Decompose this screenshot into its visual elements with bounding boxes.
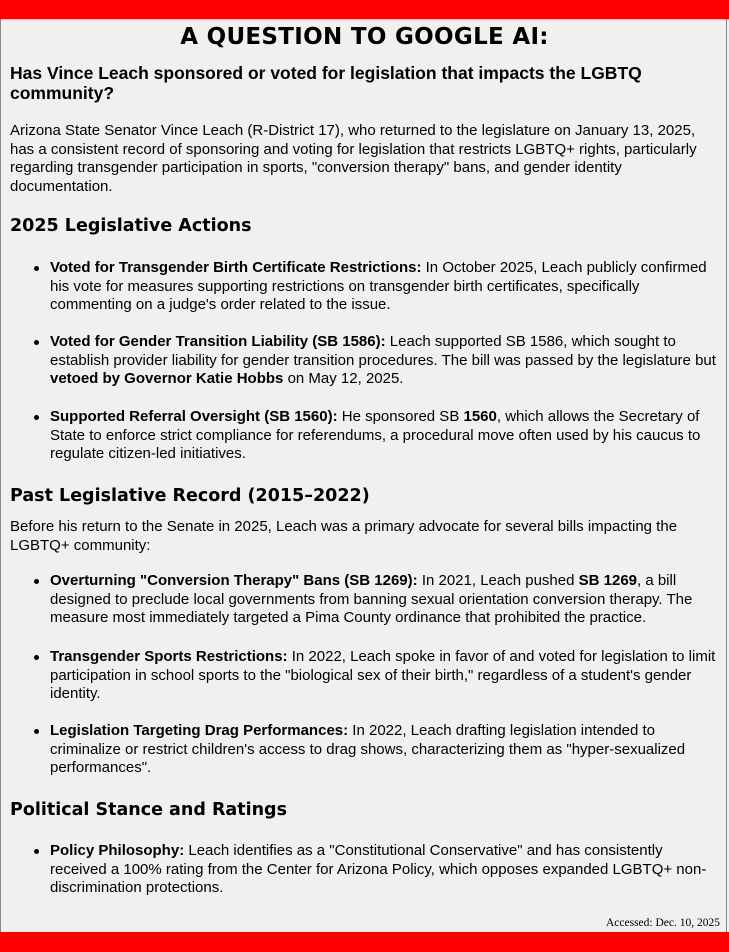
item-text: In 2022, Leach spoke in favor of and voted for legislation to limit participation in school sports to the "biological sex of their birth," regardless of a student's gender identity. (50, 648, 716, 702)
item-title: Legislation Targeting Drag Performances: (50, 722, 349, 739)
item-emphasis: 1560 (463, 408, 497, 425)
list-item (50, 572, 722, 628)
bullet-icon (34, 849, 39, 854)
item-title: Policy Philosophy: (50, 842, 185, 859)
item-text: , which allows the Secretary of State to enforce strict compliance for referendums, a procedural move often used by his caucus to regulate citizen-led initiatives. (50, 408, 701, 462)
list-item (50, 408, 722, 464)
list-item (50, 333, 722, 389)
section-heading-stance: Political Stance and Ratings (10, 800, 287, 820)
item-title: Transgender Sports Restrictions: (50, 648, 288, 665)
question-heading: Has Vince Leach sponsored or voted for legislation that impacts the LGBTQ community? (10, 63, 642, 103)
item-title: Supported Referral Oversight (SB 1560): (50, 408, 338, 425)
bullet-icon (34, 266, 39, 271)
bullet-icon (34, 340, 39, 345)
bottom-red-band (0, 932, 729, 952)
section-heading-past: Past Legislative Record (2015–2022) (10, 486, 370, 506)
bullet-icon (34, 729, 39, 734)
past-intro-paragraph: Before his return to the Senate in 2025, Leach was a primary advocate for several bills impacting the LGBTQ+ community: (10, 518, 678, 554)
list-item (50, 842, 722, 898)
item-title: Voted for Transgender Birth Certificate Restrictions: (50, 259, 422, 276)
list-item (50, 722, 722, 778)
page-banner-title: A QUESTION TO GOOGLE AI: (180, 24, 549, 50)
list-item (50, 648, 722, 704)
list-item (50, 259, 722, 315)
item-emphasis: vetoed by Governor Katie Hobbs (50, 370, 284, 387)
item-text: on May 12, 2025. (287, 370, 404, 387)
item-text: In October 2025, Leach publicly confirmed his vote for measures supporting restrictions on transgender birth certificates, specifically commenting on a judge's order related to the issue. (50, 259, 707, 313)
accessed-date: Accessed: Dec. 10, 2025 (605, 917, 720, 929)
document-page (0, 19, 727, 932)
item-text: In 2022, Leach drafting legislation intended to criminalize or restrict children's access to drag shows, characterizing them as "hyper-sexualized performances". (50, 722, 686, 776)
item-text: Leach identifies as a "Constitutional Conservative" and has consistently received a 100% rating from the Center for Arizona Policy, which opposes expanded LGBTQ+ non-discrimination protections. (50, 842, 707, 896)
bullet-icon (34, 655, 39, 660)
item-text: Leach supported SB 1586, which sought to establish provider liability for gender transition procedures. The bill was passed by the legislature but (50, 333, 716, 369)
item-title: Voted for Gender Transition Liability (SB 1586): (50, 333, 386, 350)
top-red-band (0, 0, 729, 19)
bullet-icon (34, 579, 39, 584)
item-emphasis: SB 1269 (578, 572, 637, 589)
item-text: He sponsored SB (341, 408, 460, 425)
section-heading-2025: 2025 Legislative Actions (10, 216, 252, 236)
item-text: , a bill designed to preclude local governments from banning sexual orientation conversion therapy. The measure most immediately targeted a Pima County ordinance that prohibited the practice. (50, 572, 693, 626)
bullet-icon (34, 415, 39, 420)
item-text: In 2021, Leach pushed (421, 572, 575, 589)
intro-paragraph: Arizona State Senator Vince Leach (R-District 17), who returned to the legislature on January 13, 2025, has a consistent record of sponsoring and voting for legislation that restricts LGBTQ+ rights, particularly regarding transgender participation in sports, "conversion therapy" bans, and gender identity documentation. (10, 122, 697, 195)
item-title: Overturning "Conversion Therapy" Bans (SB 1269): (50, 572, 418, 589)
